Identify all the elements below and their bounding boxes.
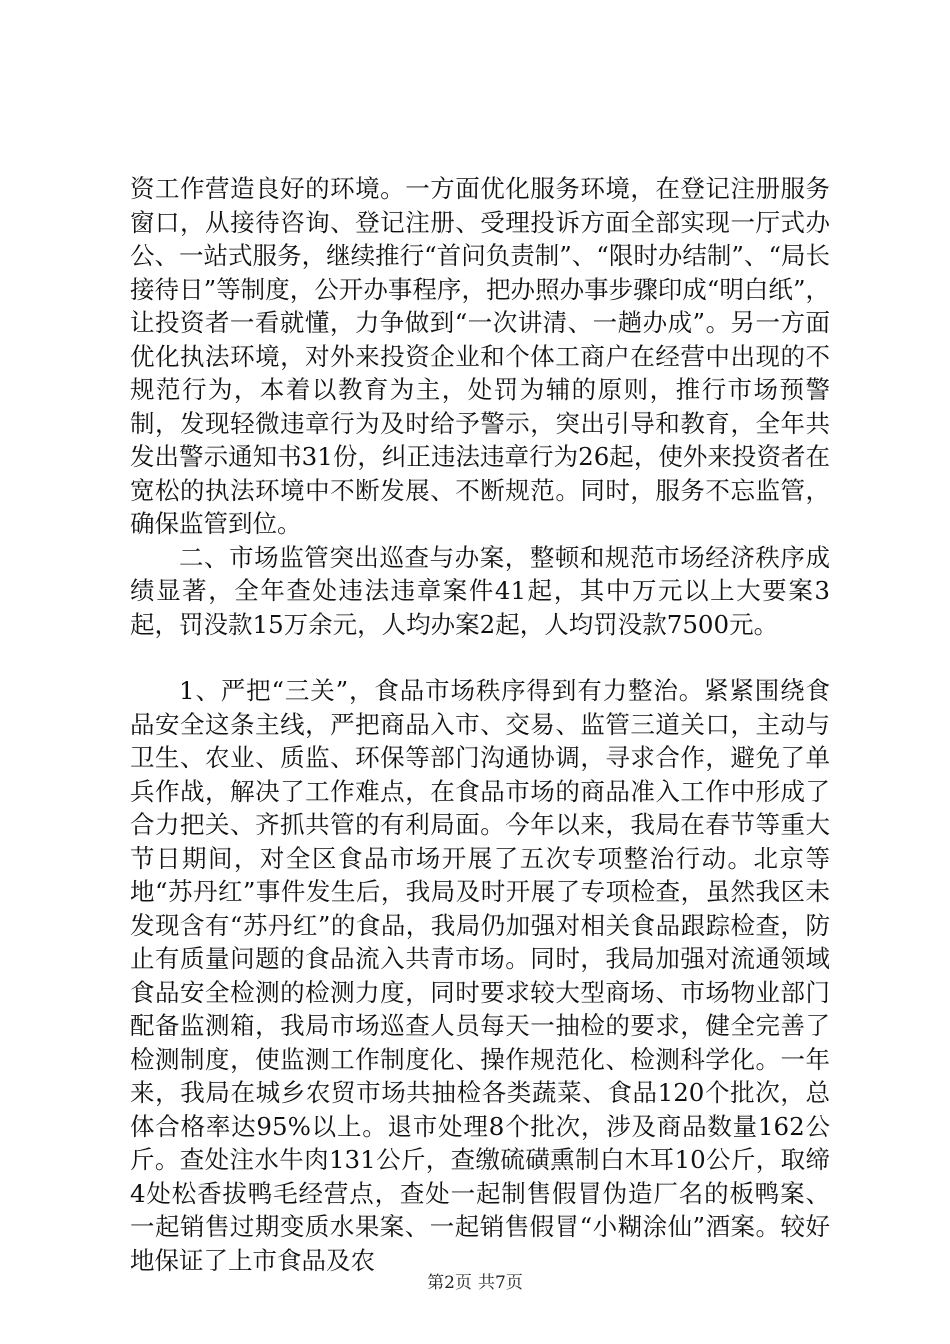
paragraph-section-two: 二、市场监管突出巡查与办案，整顿和规范市场经济秩序成绩显著，全年查处违法违章案件41起，其中万元以上大要案3起，罚没款15万余元，人均办案2起，人均罚没款7500元。: [130, 542, 830, 639]
page-number: 第2页: [427, 1273, 472, 1293]
page-footer: [0, 1268, 950, 1293]
paragraph-continuation: 资工作营造良好的环境。一方面优化服务环境，在登记注册服务窗口，从接待咨询、登记注册、受理投诉方面全部实现一厅式办公、一站式服务，继续推行“首问负责制”、“限时办结制”、“局长接待日”等制度，公开办事程序，把办照办事步骤印成“明白纸”，让投资者一看就懂，力争做到“一次讲清、一趟办成”。另一方面优化执法环境，对外来投资企业和个体工商户在经营中出现的不规范行为，本着以教育为主，处罚为辅的原则，推行市场预警制，发现轻微违章行为及时给予警示，突出引导和教育，全年共发出警示通知书31份，纠正违法违章行为26起，使外来投资者在宽松的执法环境中不断发展、不断规范。同时，服务不忘监管，确保监管到位。: [130, 174, 830, 538]
paragraph-gap: [130, 641, 830, 674]
document-body: [130, 172, 830, 1277]
page-total: 共7页: [478, 1273, 523, 1293]
paragraph-item-one: 1、严把“三关”，食品市场秩序得到有力整治。紧紧围绕食品安全这条主线，严把商品入市、交易、监管三道关口，主动与卫生、农业、质监、环保等部门沟通协调，寻求合作，避免了单兵作战，解决了工作难点，在食品市场的商品准入工作中形成了合力把关、齐抓共管的有利局面。今年以来，我局在春节等重大节日期间，对全区食品市场开展了五次专项整治行动。北京等地“苏丹红”事件发生后，我局及时开展了专项检查，虽然我区未发现含有“苏丹红”的食品，我局仍加强对相关食品跟踪检查，防止有质量问题的食品流入共青市场。同时，我局加强对流通领域食品安全检测的检测力度，同时要求较大型商场、市场物业部门配备监测箱，我局市场巡查人员每天一抽检的要求，健全完善了检测制度，使监测工作制度化、操作规范化、检测科学化。一年来，我局在城乡农贸市场共抽检各类蔬菜、食品120个批次，总体合格率达95%以上。退市处理8个批次，涉及商品数量162公斤。查处注水牛肉131公斤，查缴硫磺熏制白木耳10公斤，取缔4处松香拔鸭毛经营点，查处一起制售假冒伪造厂名的板鸭案、一起销售过期变质水果案、一起销售假冒“小糊涂仙”酒案。较好地保证了上市食品及农: [130, 676, 830, 1275]
